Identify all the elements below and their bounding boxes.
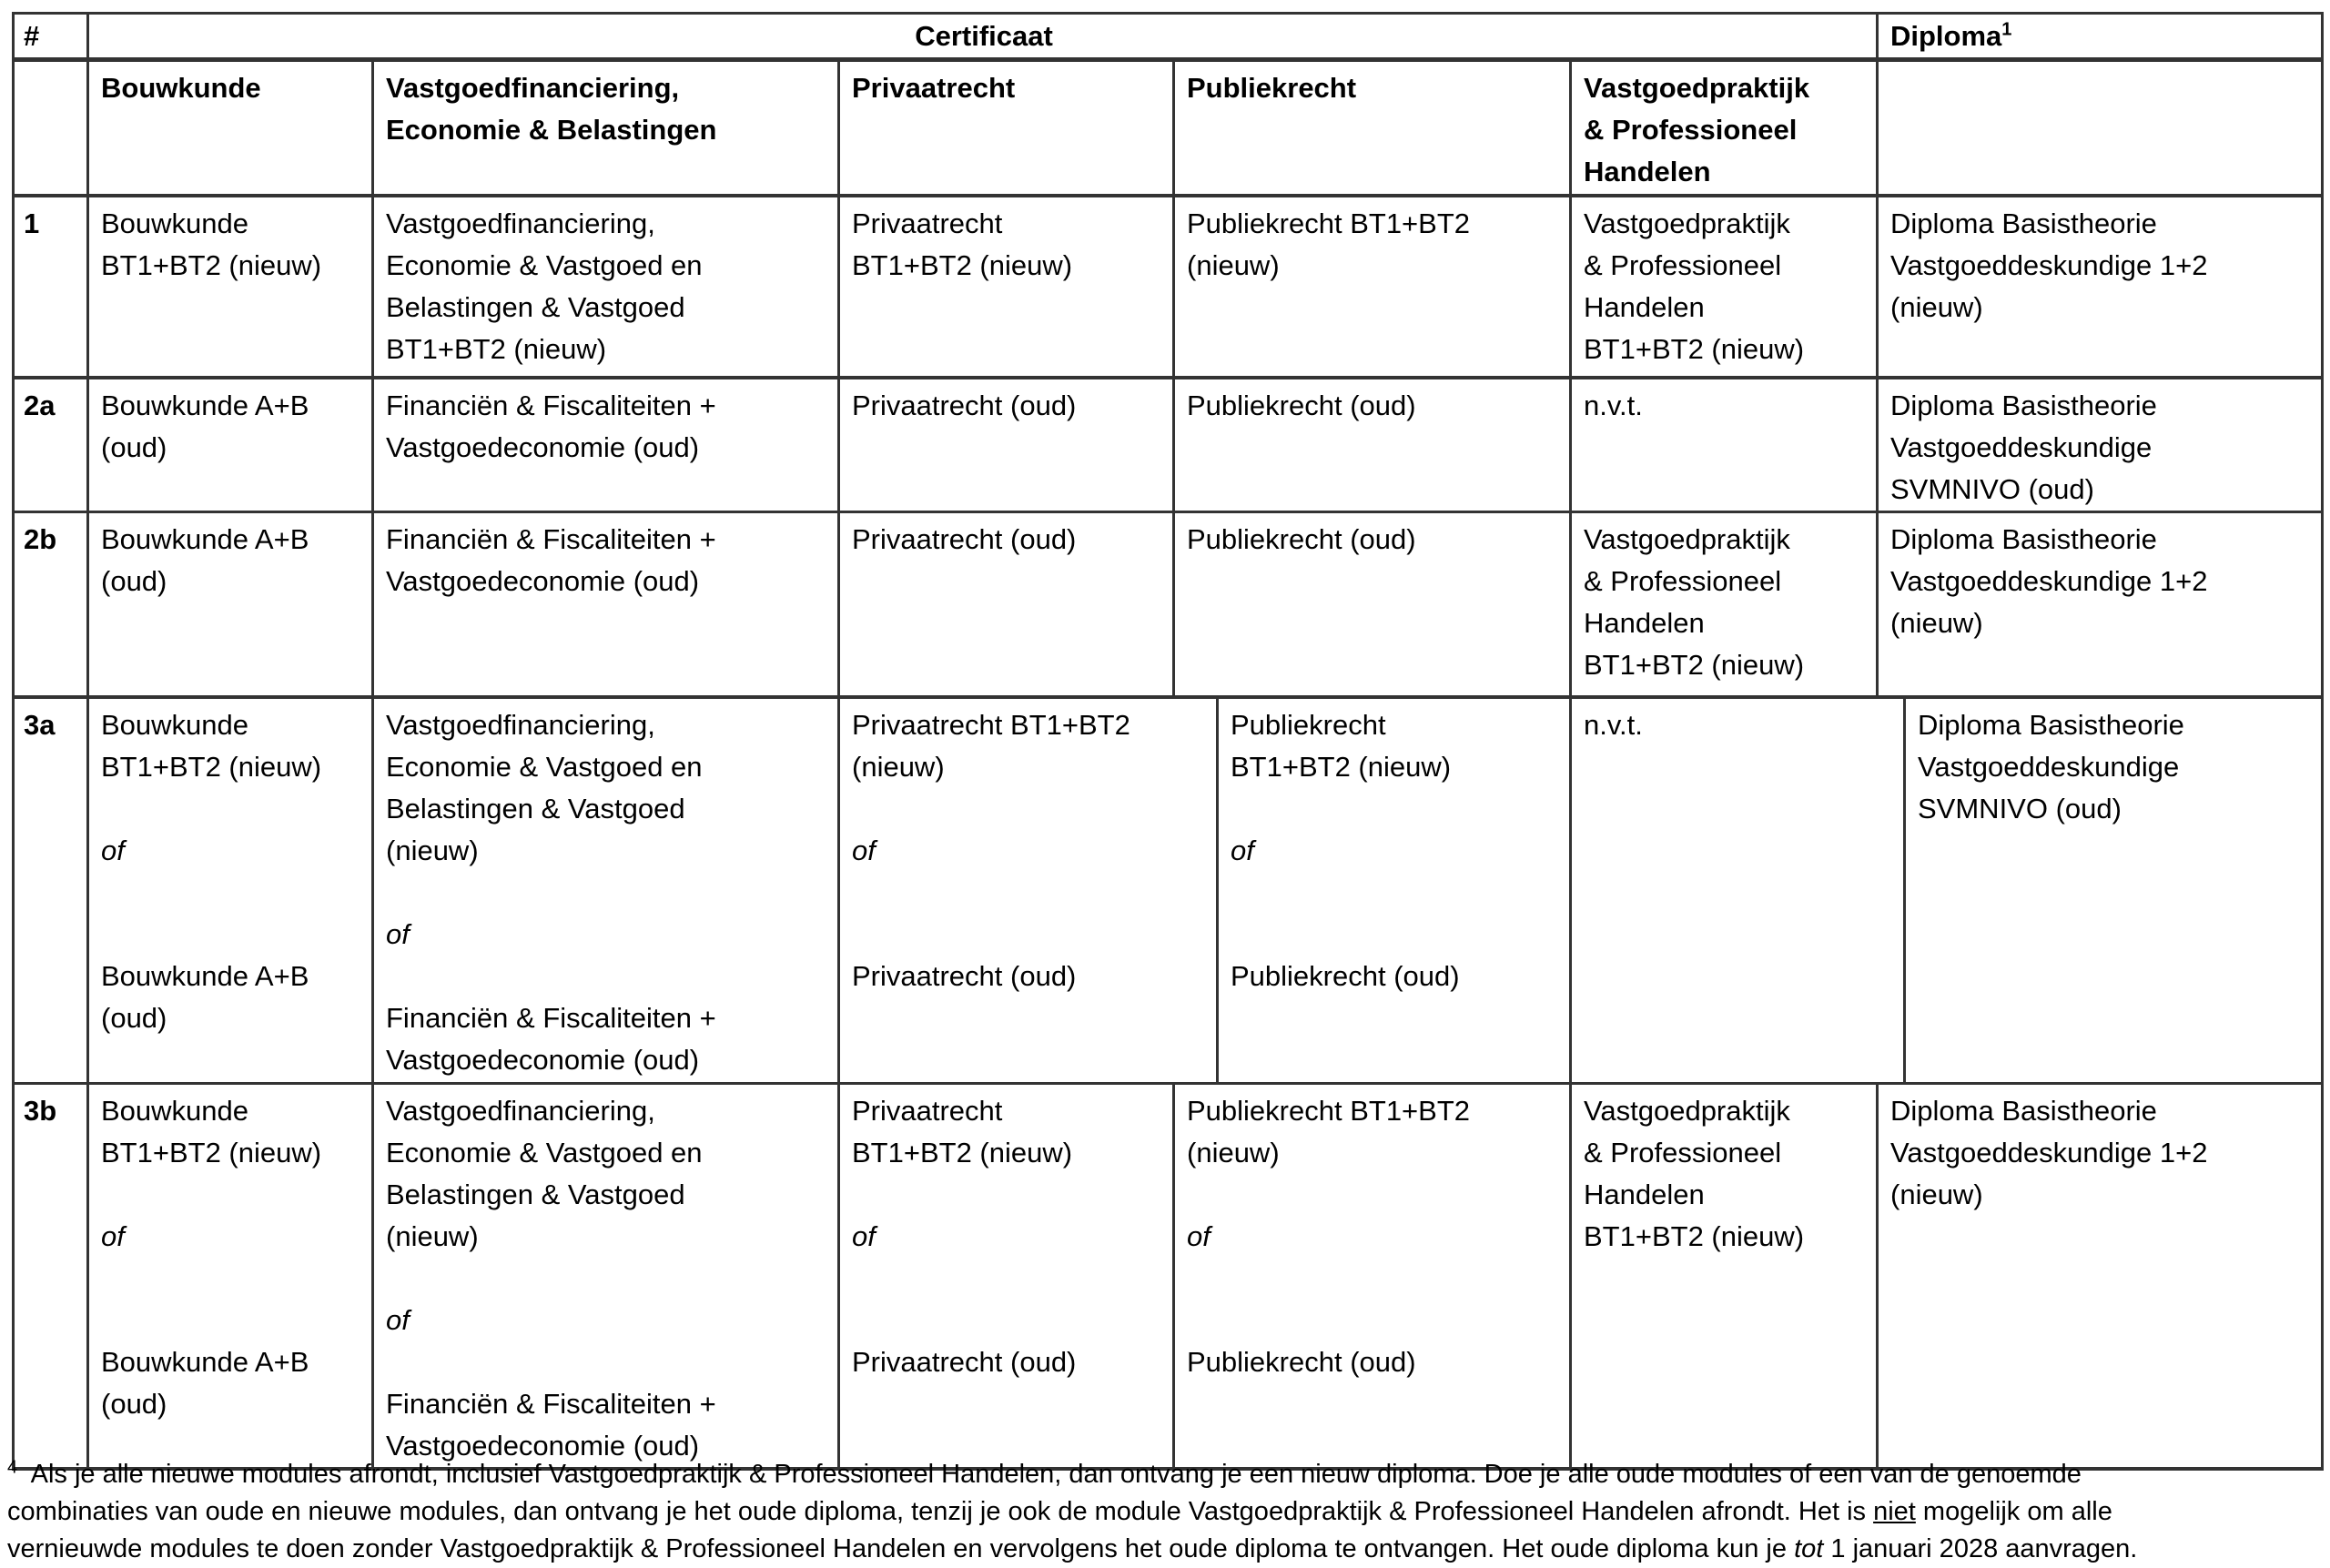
cell-line: Economie & Vastgoed en: [386, 249, 703, 281]
cell-vastgoedfinanciering: [371, 379, 837, 511]
footnote-text: mogelijk om alle: [1915, 1497, 2112, 1526]
cell-bouwkunde: [86, 379, 371, 511]
footnote-marker: 4: [7, 1457, 18, 1478]
blank-line: [852, 1174, 1163, 1216]
blank-line: [852, 788, 1207, 830]
cell-line: Bouwkunde: [101, 709, 249, 741]
cell-line: SVMNIVO (oud): [1918, 793, 2122, 824]
cell-line: n.v.t.: [1584, 389, 1643, 421]
cell-num: [15, 699, 86, 1082]
column-header-vastgoedfinanciering: [371, 62, 837, 194]
table-row-3b: [15, 1082, 2321, 1467]
cell-line: BT1+BT2 (nieuw): [101, 1137, 322, 1168]
cell-line: BT1+BT2 (nieuw): [852, 1137, 1073, 1168]
cell-line: BT1+BT2 (nieuw): [1584, 649, 1805, 681]
blank-line: [1187, 1300, 1560, 1341]
column-header-number: [15, 15, 86, 57]
cell-line: Vastgoedfinanciering,: [386, 207, 655, 239]
blank-line: [101, 788, 362, 830]
footnote-text: Als je alle nieuwe modules afrondt, inclusief Vastgoedpraktijk & Professioneel Handelen, dan ontvang je een nieuw diploma. Doe je alle oude modules of een van de genoemde: [17, 1460, 2082, 1489]
cell-line: Vastgoedeconomie (oud): [386, 431, 700, 463]
cell-vastgoedpraktijk: [1569, 699, 1903, 1082]
cell-line: Economie & Vastgoed en: [386, 751, 703, 783]
blank-line: [1231, 872, 1560, 914]
diploma-header-label: Diploma: [1890, 20, 2002, 52]
cell-line: Vastgoedpraktijk: [1584, 523, 1790, 555]
column-header-bouwkunde: [86, 62, 371, 194]
table-row-2a: [15, 376, 2321, 511]
cell-line: of: [1231, 835, 1254, 866]
cell-line: (nieuw): [1890, 607, 1983, 639]
cell-line: Publiekrecht (oud): [1187, 389, 1416, 421]
cell-line: Bouwkunde: [101, 1095, 249, 1127]
cell-line: Privaatrecht (oud): [852, 960, 1077, 992]
blank-line: [386, 1341, 828, 1383]
cell-line: Vastgoeddeskundige: [1890, 431, 2153, 463]
blank-line: [101, 1258, 362, 1300]
table-row-3a: [15, 695, 2321, 1082]
cell-line: Vastgoedfinanciering,: [386, 72, 680, 104]
cell-line: BT1+BT2 (nieuw): [1231, 751, 1452, 783]
blank-line: [101, 1174, 362, 1216]
cell-line: Vastgoeddeskundige 1+2: [1890, 249, 2208, 281]
cell-line: Financiën & Fiscaliteiten +: [386, 1388, 716, 1420]
cell-line: Vastgoeddeskundige 1+2: [1890, 565, 2208, 597]
column-group-certificaat: [86, 15, 1876, 57]
cell-line: & Professioneel: [1584, 114, 1798, 146]
cell-line: BT1+BT2 (nieuw): [101, 249, 322, 281]
cell-line: Bouwkunde A+B: [101, 1346, 309, 1378]
cell-line: Publiekrecht (oud): [1231, 960, 1460, 992]
cell-line: & Professioneel: [1584, 1137, 1782, 1168]
footnote-text-italic: tot: [1794, 1534, 1824, 1563]
cell-publiekrecht: [1172, 197, 1569, 376]
footnote-text: vernieuwde modules te doen zonder Vastgoedpraktijk & Professioneel Handelen en vervolgens het oude diploma te ontvangen. Het oude diploma kun je: [7, 1534, 1795, 1563]
cell-line: Vastgoedfinanciering,: [386, 709, 655, 741]
cell-line: BT1+BT2 (nieuw): [101, 751, 322, 783]
cell-line: Vastgoedeconomie (oud): [386, 565, 700, 597]
cell-line: 3a: [24, 709, 56, 741]
cell-line: Economie & Belastingen: [386, 114, 717, 146]
blank-line: [852, 914, 1207, 956]
table-header-band: [15, 15, 2321, 57]
cell-vastgoedfinanciering: [371, 513, 837, 695]
cell-line: Bouwkunde: [101, 207, 249, 239]
cell-num: [15, 1085, 86, 1467]
footnote-text: combinaties van oude en nieuwe modules, dan ontvang je het oude diploma, tenzij je ook de module Vastgoedpraktijk & Professioneel Handelen afrondt. Het is: [7, 1497, 1874, 1526]
blank-line: [1187, 1258, 1560, 1300]
cell-privaatrecht: [837, 513, 1172, 695]
cell-line: Belastingen & Vastgoed: [386, 1179, 685, 1210]
cell-line: Financiën & Fiscaliteiten +: [386, 1002, 716, 1034]
cell-vastgoedpraktijk: [1569, 379, 1876, 511]
cell-line: Vastgoeddeskundige: [1918, 751, 2180, 783]
cell-line: 1: [24, 207, 40, 239]
cell-line: Economie & Vastgoed en: [386, 1137, 703, 1168]
cell-line: Privaatrecht: [852, 1095, 1003, 1127]
cell-line: Diploma Basistheorie: [1890, 389, 2157, 421]
cell-line: of: [386, 918, 410, 950]
cell-num: [15, 197, 86, 376]
cell-line: of: [852, 1220, 876, 1252]
cell-line: of: [852, 835, 876, 866]
footnote-line: [7, 1531, 2324, 1568]
cell-line: Privaatrecht: [852, 72, 1016, 104]
blank-line: [1231, 914, 1560, 956]
cell-line: (oud): [101, 431, 167, 463]
cell-line: SVMNIVO (oud): [1890, 473, 2094, 505]
cell-privaatrecht: [837, 1085, 1172, 1467]
cell-line: Handelen: [1584, 1179, 1705, 1210]
cell-line: Bouwkunde A+B: [101, 523, 309, 555]
cell-line: Handelen: [1584, 291, 1705, 323]
cell-line: Privaatrecht (oud): [852, 523, 1077, 555]
table-row-2b: [15, 511, 2321, 695]
cell-line: Bouwkunde: [101, 72, 261, 104]
cell-diploma: [1876, 513, 2321, 695]
cell-line: 2a: [24, 389, 56, 421]
cell-line: (nieuw): [386, 1220, 479, 1252]
cell-line: of: [386, 1304, 410, 1336]
column-header-vastgoedpraktijk: [1569, 62, 1876, 194]
column-header-diploma: [1876, 15, 2321, 57]
footnote: [7, 1456, 2324, 1568]
cell-num: [15, 379, 86, 511]
cell-publiekrecht: [1172, 513, 1569, 695]
cell-line: Vastgoedfinanciering,: [386, 1095, 655, 1127]
certificaat-group-label: Certificaat: [915, 20, 1053, 52]
blank-line: [386, 1258, 828, 1300]
cell-line: Diploma Basistheorie: [1918, 709, 2184, 741]
cell-line: Privaatrecht (oud): [852, 389, 1077, 421]
cell-line: & Professioneel: [1584, 565, 1782, 597]
cell-vastgoedfinanciering: [371, 197, 837, 376]
cell-line: (nieuw): [1890, 1179, 1983, 1210]
cell-line: Privaatrecht BT1+BT2: [852, 709, 1130, 741]
footnote-text-underlined: niet: [1873, 1497, 1916, 1526]
cell-line: BT1+BT2 (nieuw): [386, 333, 607, 365]
cell-line: Publiekrecht (oud): [1187, 523, 1416, 555]
footnote-text: 1 januari 2028 aanvragen.: [1823, 1534, 2138, 1563]
cell-line: Vastgoedpraktijk: [1584, 72, 1810, 104]
cell-line: Bouwkunde A+B: [101, 389, 309, 421]
cell-line: (oud): [101, 1388, 167, 1420]
cell-vastgoedpraktijk: [1569, 1085, 1876, 1467]
cell-line: Privaatrecht (oud): [852, 1346, 1077, 1378]
blank-line: [1231, 788, 1560, 830]
cell-publiekrecht: [1172, 1085, 1569, 1467]
cell-privaatrecht: [837, 379, 1172, 511]
number-sign-label: #: [24, 20, 40, 52]
blank-line: [101, 872, 362, 914]
cell-line: Publiekrecht: [1231, 709, 1386, 741]
cell-line: & Professioneel: [1584, 249, 1782, 281]
cell-line: BT1+BT2 (nieuw): [852, 249, 1073, 281]
column-header-publiekrecht: [1172, 62, 1569, 194]
cell-diploma: [1876, 1085, 2321, 1467]
cell-line: Vastgoedpraktijk: [1584, 1095, 1790, 1127]
cell-vastgoedpraktijk: [1569, 197, 1876, 376]
cell-line: Handelen: [1584, 156, 1711, 187]
cell-bouwkunde: [86, 1085, 371, 1467]
cell-line: (oud): [101, 1002, 167, 1034]
cell-line: of: [101, 1220, 125, 1252]
table-header-row: [15, 57, 2321, 194]
cell-line: (nieuw): [852, 751, 945, 783]
cell-line: Bouwkunde A+B: [101, 960, 309, 992]
cell-line: BT1+BT2 (nieuw): [1584, 333, 1805, 365]
table-row-1: [15, 194, 2321, 376]
cell-num: [15, 513, 86, 695]
blank-line: [386, 956, 828, 997]
cell-vastgoedpraktijk: [1569, 513, 1876, 695]
cell-publiekrecht: [1216, 699, 1569, 1082]
cell-line: n.v.t.: [1584, 709, 1643, 741]
cell-line: Financiën & Fiscaliteiten +: [386, 389, 716, 421]
blank-line: [101, 1300, 362, 1341]
cell-diploma: [1876, 197, 2321, 376]
cell-line: 2b: [24, 523, 57, 555]
cell-line: Vastgoedpraktijk: [1584, 207, 1790, 239]
cell-bouwkunde: [86, 513, 371, 695]
blank-line: [101, 914, 362, 956]
column-header-diploma: [1876, 62, 2321, 194]
cell-line: Publiekrecht BT1+BT2: [1187, 207, 1471, 239]
blank-line: [1187, 1174, 1560, 1216]
cell-line: Publiekrecht BT1+BT2: [1187, 1095, 1471, 1127]
cell-vastgoedfinanciering: [371, 699, 837, 1082]
cell-line: Financiën & Fiscaliteiten +: [386, 523, 716, 555]
cell-line: of: [101, 835, 125, 866]
cell-line: 3b: [24, 1095, 57, 1127]
cell-line: (oud): [101, 565, 167, 597]
cell-line: Belastingen & Vastgoed: [386, 793, 685, 824]
blank-line: [852, 1300, 1163, 1341]
cell-bouwkunde: [86, 699, 371, 1082]
cell-line: Vastgoeddeskundige 1+2: [1890, 1137, 2208, 1168]
cell-diploma: [1876, 379, 2321, 511]
cell-line: BT1+BT2 (nieuw): [1584, 1220, 1805, 1252]
footnote-line: [7, 1493, 2324, 1531]
cell-line: Diploma Basistheorie: [1890, 523, 2157, 555]
cell-line: of: [1187, 1220, 1211, 1252]
cell-privaatrecht: [837, 197, 1172, 376]
certification-table: [12, 12, 2324, 1471]
footnote-reference-1: 1: [2001, 19, 2012, 40]
cell-line: Vastgoedeconomie (oud): [386, 1430, 700, 1462]
cell-line: Publiekrecht: [1187, 72, 1357, 104]
blank-line: [386, 872, 828, 914]
cell-line: (nieuw): [1187, 249, 1280, 281]
blank-line: [852, 1258, 1163, 1300]
cell-line: (nieuw): [1187, 1137, 1280, 1168]
cell-line: (nieuw): [386, 835, 479, 866]
cell-line: Publiekrecht (oud): [1187, 1346, 1416, 1378]
cell-line: (nieuw): [1890, 291, 1983, 323]
cell-vastgoedfinanciering: [371, 1085, 837, 1467]
blank-line: [852, 872, 1207, 914]
column-header-privaatrecht: [837, 62, 1172, 194]
cell-publiekrecht: [1172, 379, 1569, 511]
cell-line: Belastingen & Vastgoed: [386, 291, 685, 323]
cell-bouwkunde: [86, 197, 371, 376]
footnote-line: [7, 1456, 2324, 1493]
cell-diploma: [1903, 699, 2321, 1082]
column-header-num: [15, 62, 86, 194]
cell-line: Vastgoedeconomie (oud): [386, 1044, 700, 1076]
cell-line: Diploma Basistheorie: [1890, 207, 2157, 239]
cell-privaatrecht: [837, 699, 1216, 1082]
cell-line: Privaatrecht: [852, 207, 1003, 239]
cell-line: Diploma Basistheorie: [1890, 1095, 2157, 1127]
cell-line: Handelen: [1584, 607, 1705, 639]
table-rows-container: [15, 57, 2321, 1467]
